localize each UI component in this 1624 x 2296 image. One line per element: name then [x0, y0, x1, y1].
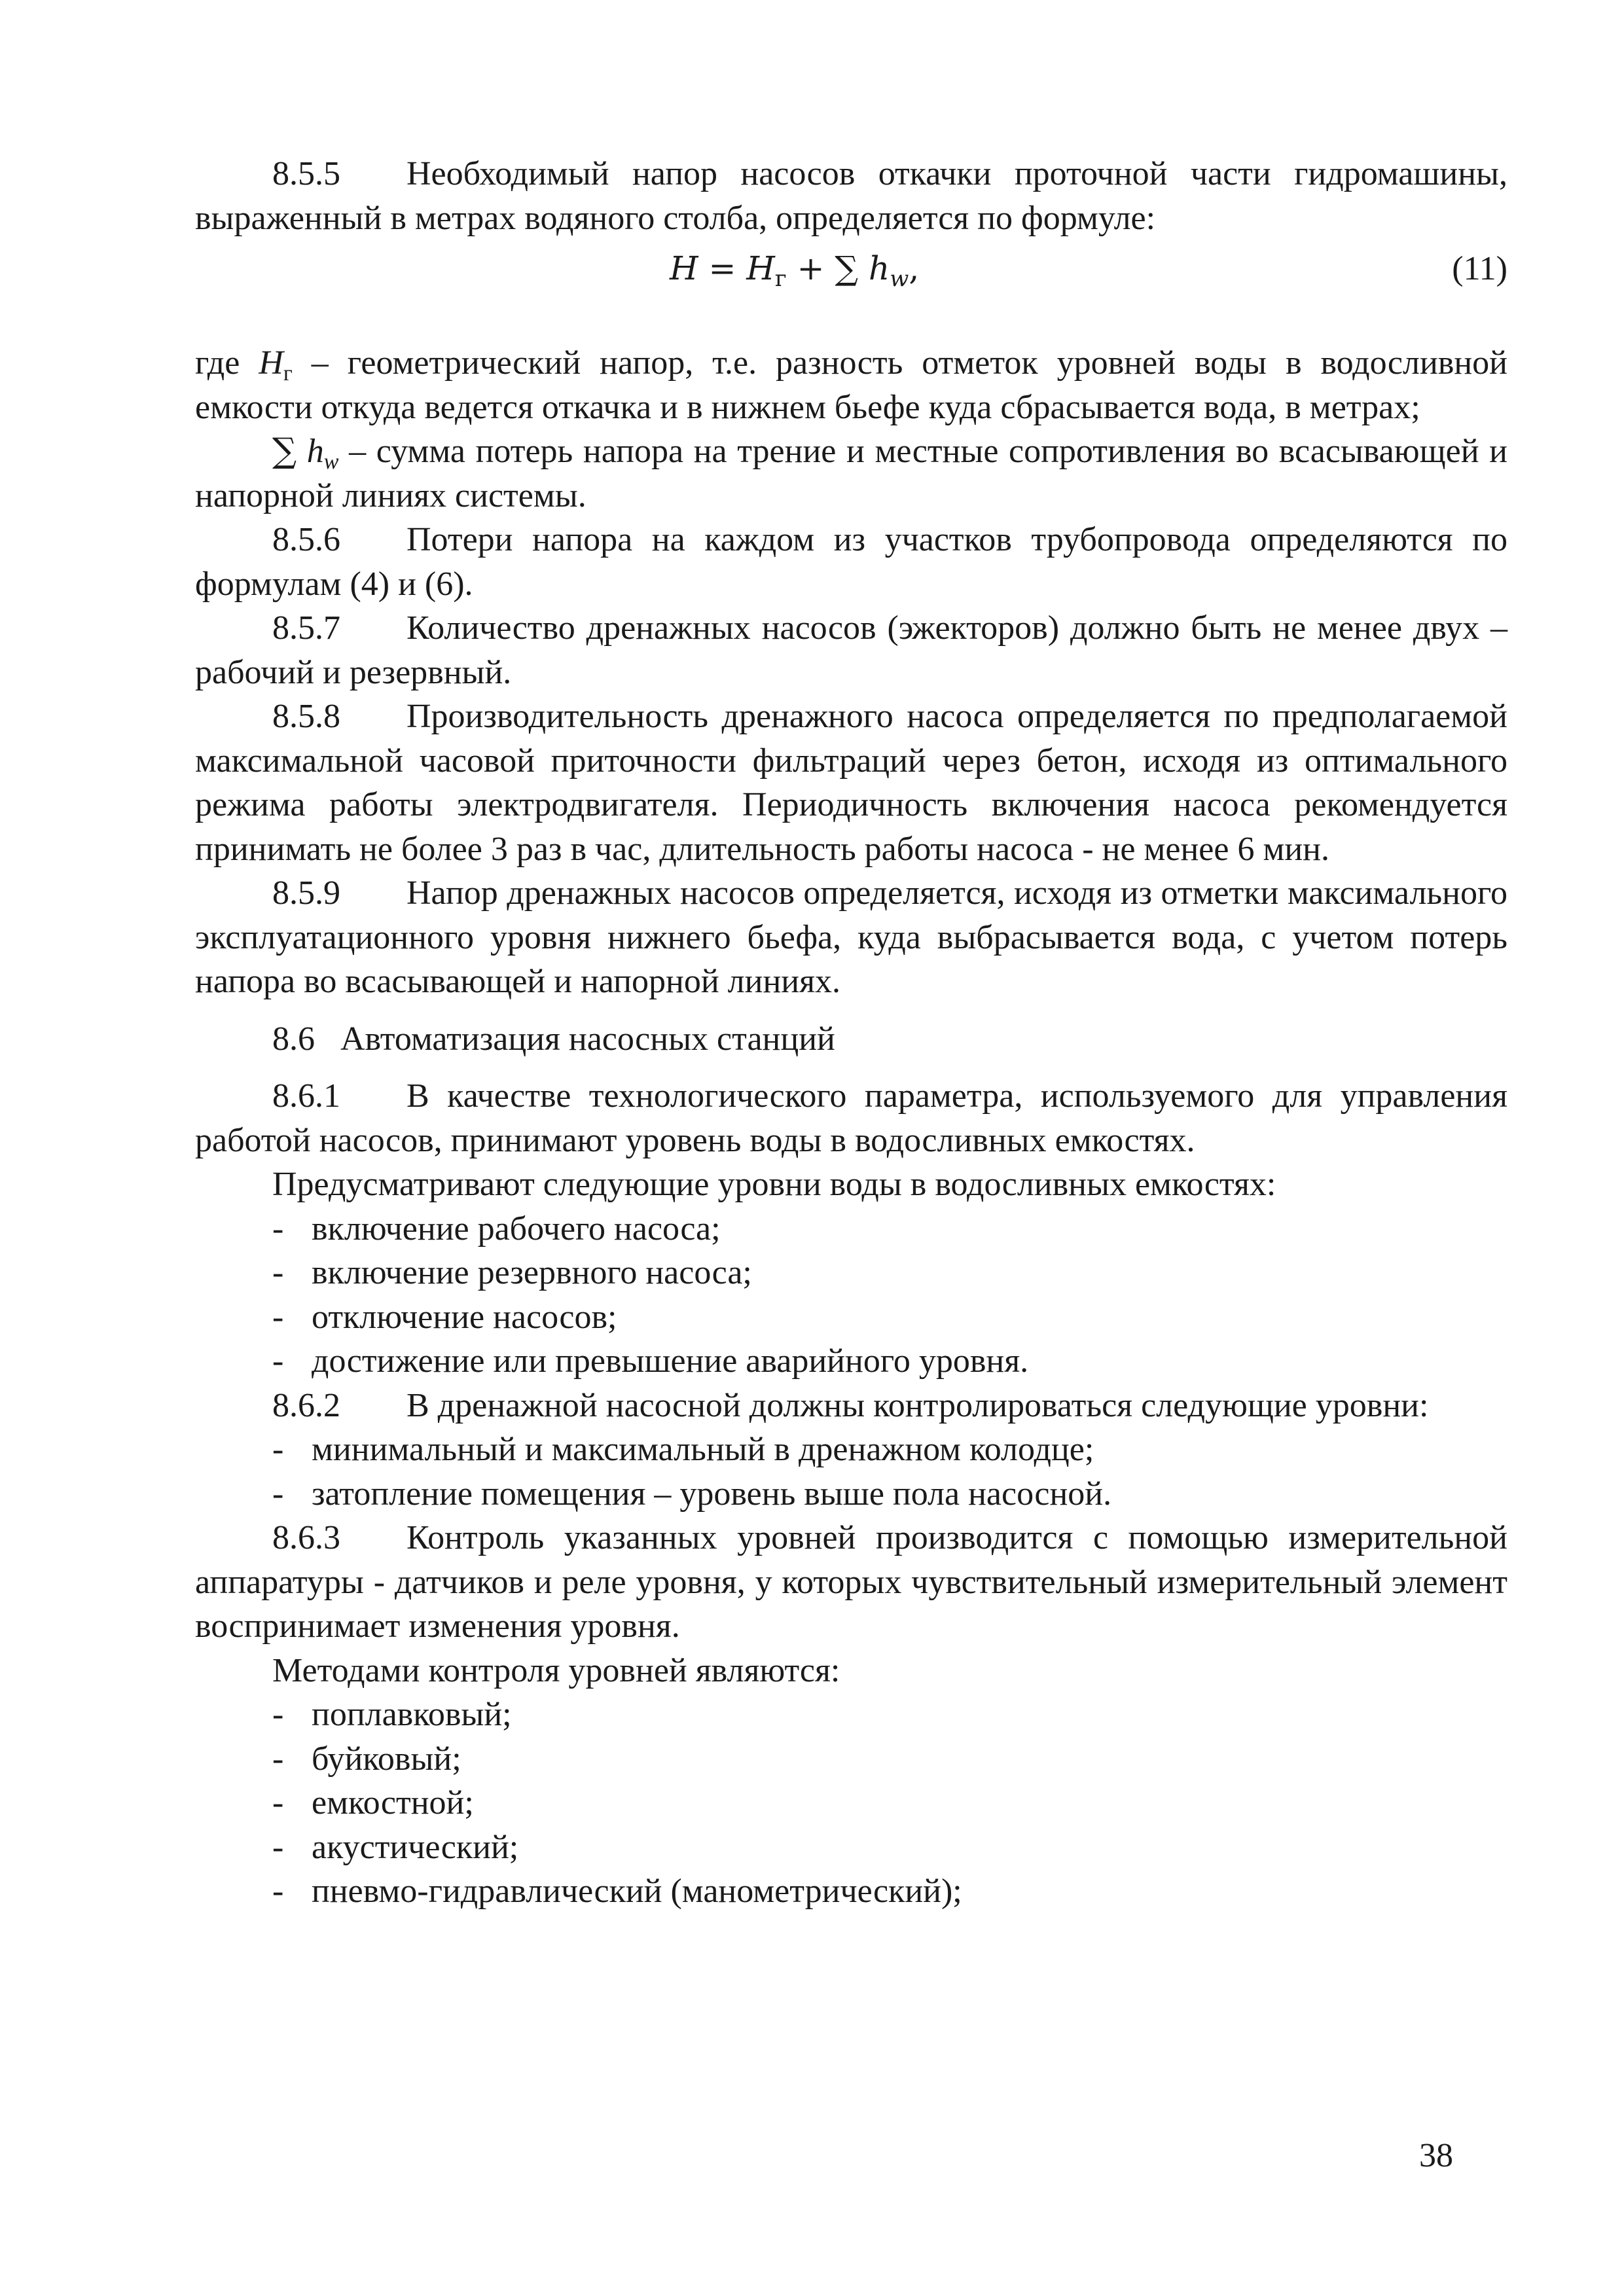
paragraph-8-5-8 — [195, 694, 1507, 871]
definition-hg — [195, 341, 1507, 429]
list-bullet: - — [272, 1740, 284, 1778]
clause-number: 8.5.7 — [272, 609, 340, 647]
clause-text: В дренажной насосной должны контролироваться следующие уровни: — [406, 1386, 1429, 1424]
list-item — [195, 1781, 1507, 1825]
document-page — [195, 152, 1507, 1914]
clause-text: Контроль указанных уровней производится с помощью измерительной аппаратуры - датчиков и реле уровня, у которых чувствительный измерительный элемент воспринимает изменения уровня. — [195, 1519, 1507, 1645]
list-item — [195, 1472, 1507, 1516]
list-item-text: включение резервного насоса; — [312, 1254, 752, 1291]
list-bullet: - — [272, 1431, 284, 1468]
clause-number: 8.5.9 — [272, 874, 340, 912]
definition-prefix: где — [195, 344, 259, 382]
levels-intro: Предусматривают следующие уровни воды в водосливных емкостях: — [272, 1166, 1276, 1203]
definition-hw-subscript: w — [323, 450, 339, 474]
clause-text: Необходимый напор насосов откачки проточной части гидромашины, выраженный в метрах водяного столба, определяется по формуле: — [195, 155, 1507, 237]
list-bullet: - — [272, 1873, 284, 1910]
paragraph-8-6-2 — [195, 1384, 1507, 1428]
formula-plus: + — [786, 249, 835, 287]
formula-h: H — [670, 249, 698, 287]
list-bullet: - — [272, 1828, 284, 1866]
formula-number: (11) — [1452, 250, 1507, 287]
definition-symbol-subscript: г — [283, 361, 293, 386]
list-item-text: включение рабочего насоса; — [312, 1210, 721, 1247]
paragraph-8-6-1 — [195, 1074, 1507, 1162]
list-bullet: - — [272, 1298, 284, 1336]
list-item-text: отключение насосов; — [312, 1298, 617, 1336]
formula-sum: ∑ — [835, 249, 859, 287]
list-item-text: акустический; — [312, 1828, 519, 1866]
list-item — [195, 1693, 1507, 1737]
list-item — [195, 1869, 1507, 1914]
list-item-text: пневмо-гидравлический (манометрический); — [312, 1873, 962, 1910]
definition-hw-symbol: h — [306, 433, 324, 470]
page-number: 38 — [1419, 2137, 1453, 2174]
clause-number: 8.5.8 — [272, 698, 340, 735]
clause-text: Количество дренажных насосов (эжекторов) должно быть не менее двух – рабочий и резервный. — [195, 609, 1507, 691]
formula-equals: = — [698, 249, 747, 287]
list-item — [195, 1427, 1507, 1472]
list-item-text: достижение или превышение аварийного уровня. — [312, 1342, 1029, 1380]
clause-text: Потери напора на каждом из участков трубопровода определяются по формулам (4) и (6). — [195, 521, 1507, 603]
clause-number: 8.6.3 — [272, 1519, 340, 1556]
list-item — [195, 1339, 1507, 1384]
list-bullet: - — [272, 1475, 284, 1513]
clause-number: 8.5.6 — [272, 521, 340, 558]
definition-sum-symbol: ∑ — [272, 431, 297, 471]
formula-hg: H — [746, 249, 775, 287]
clause-number: 8.5.5 — [272, 155, 340, 192]
list-item — [195, 1295, 1507, 1340]
clause-text: В качестве технологического параметра, используемого для управления работой насосов, принимают уровень воды в водосливных емкостях. — [195, 1077, 1507, 1159]
definition-text: – геометрический напор, т.е. разность отметок уровней воды в водосливной емкости откуда ведется откачка и в нижнем бьефе куда сбрасывается вода, в метрах; — [195, 344, 1507, 426]
list-item-text: поплавковый; — [312, 1696, 512, 1733]
paragraph-8-5-7 — [195, 606, 1507, 694]
list-item — [195, 1825, 1507, 1870]
section-heading-8-6 — [195, 1017, 1507, 1062]
list-bullet: - — [272, 1784, 284, 1821]
formula-hw-subscript: w — [890, 266, 909, 292]
paragraph-8-6-3 — [195, 1516, 1507, 1649]
definition-sum-text: – сумма потерь напора на трение и местные сопротивления во всасывающей и напорной линиях системы. — [195, 433, 1507, 514]
clause-text: Производительность дренажного насоса определяется по предполагаемой максимальной часовой приточности фильтраций через бетон, исходя из оптимального режима работы электродвигателя. Периодичность включения насоса рекомендуется принимать не более 3 раз в час, длительность работы насоса - не менее 6 мин. — [195, 698, 1507, 868]
formula-hg-subscript: г — [774, 266, 787, 292]
formula-11 — [195, 247, 1507, 312]
list-bullet: - — [272, 1696, 284, 1733]
list-item-text: буйковый; — [312, 1740, 461, 1778]
list-item — [195, 1251, 1507, 1295]
definition-sum-hw — [195, 429, 1507, 518]
formula-hw: h — [869, 249, 890, 287]
list-item-text: емкостной; — [312, 1784, 474, 1821]
section-title: Автоматизация насосных станций — [340, 1020, 835, 1058]
clause-number: 8.6.2 — [272, 1386, 340, 1424]
clause-number: 8.6.1 — [272, 1077, 340, 1115]
section-number: 8.6 — [272, 1020, 315, 1058]
clause-text: Напор дренажных насосов определяется, исходя из отметки максимального эксплуатационного уровня нижнего бьефа, куда выбрасывается вода, с учетом потерь напора во всасывающей и напорной линиях. — [195, 874, 1507, 1000]
list-item-text: минимальный и максимальный в дренажном колодце; — [312, 1431, 1094, 1468]
list-bullet: - — [272, 1210, 284, 1247]
definition-symbol: H — [259, 344, 283, 382]
list-item — [195, 1737, 1507, 1782]
paragraph-8-5-9 — [195, 871, 1507, 1004]
formula-expression — [670, 247, 919, 291]
formula-comma: , — [909, 249, 920, 287]
list-item-text: затопление помещения – уровень выше пола насосной. — [312, 1475, 1112, 1513]
list-bullet: - — [272, 1342, 284, 1380]
list-bullet: - — [272, 1254, 284, 1291]
paragraph-8-5-6 — [195, 518, 1507, 606]
paragraph-8-5-5 — [195, 152, 1507, 240]
list-item — [195, 1207, 1507, 1251]
methods-intro: Методами контроля уровней являются: — [272, 1651, 840, 1689]
